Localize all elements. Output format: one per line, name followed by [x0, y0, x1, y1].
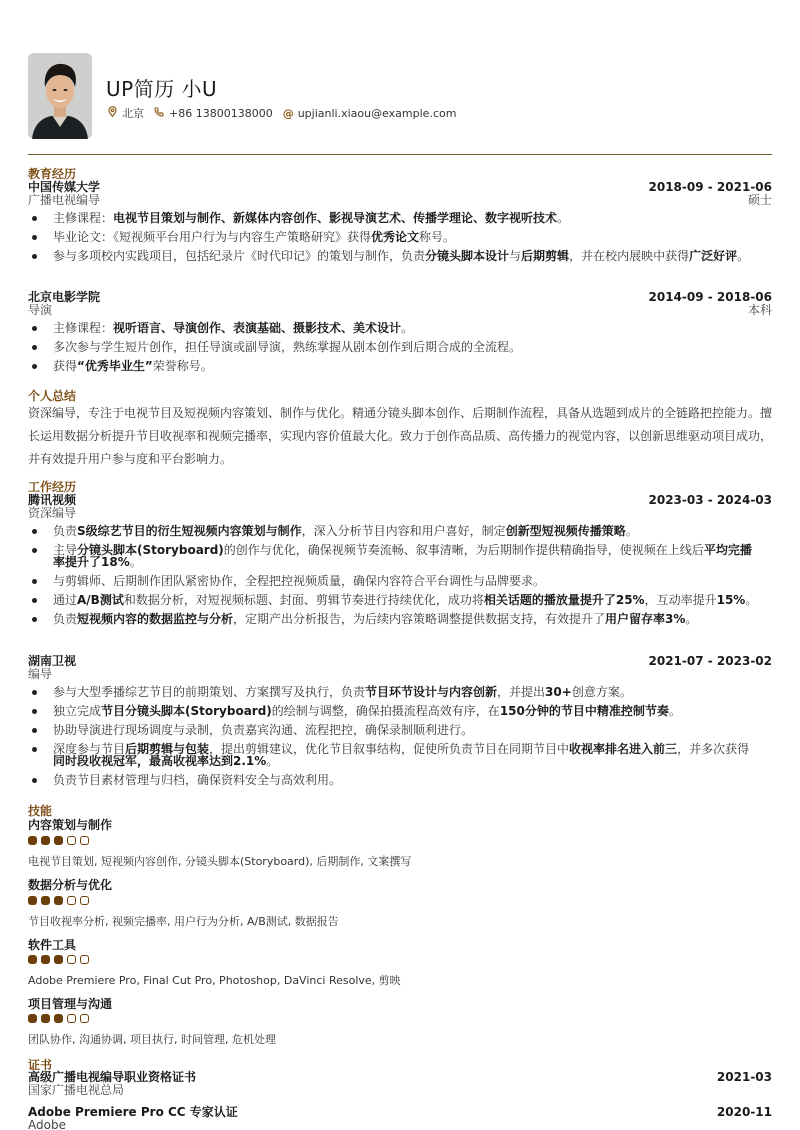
list-item: 协助导演进行现场调度与录制，负责嘉宾沟通、流程把控，确保录制顺利进行。 [28, 724, 758, 736]
skill-level-rating [28, 896, 93, 905]
certificate-name: 高级广播电视编导职业资格证书 [28, 1070, 197, 1084]
skill-name: 数据分析与优化 [28, 878, 113, 892]
education-bullets [28, 212, 758, 269]
email-text: upjianli.xiaou@example.com [297, 106, 457, 120]
work-role: 资深编导 [28, 506, 77, 520]
work-section-title: 工作经历 [28, 480, 77, 494]
rating-dot-filled [41, 955, 50, 964]
education-degree: 本科 [747, 303, 772, 317]
work-company: 腾讯视频 [28, 493, 77, 507]
list-item: 深度参与节目后期剪辑与包装，提出剪辑建议，优化节目叙事结构，促使所负责节目在同期节目中收视率排名进入前三，并多次获得同时段收视冠军，最高收视率达到2.1%。 [28, 743, 758, 767]
certificate-issuer: 国家广播电视总局 [28, 1083, 125, 1097]
work-role: 编导 [28, 667, 53, 681]
skill-name: 内容策划与制作 [28, 818, 113, 832]
education-date: 2014-09 - 2018-06 [648, 290, 772, 304]
certificate-issuer: Adobe [28, 1118, 66, 1130]
map-pin-icon [107, 106, 117, 120]
header-divider [28, 154, 772, 155]
contact-email[interactable] [283, 107, 457, 120]
skill-level-rating [28, 1014, 93, 1023]
rating-dot-filled [28, 1014, 37, 1023]
skill-name: 项目管理与沟通 [28, 997, 113, 1011]
rating-dot-filled [41, 1014, 50, 1023]
contact-phone[interactable] [154, 107, 273, 120]
list-item: 主修课程：电视节目策划与制作、新媒体内容创作、影视导演艺术、传播学理论、数字视听技术。 [28, 212, 758, 224]
list-item: 负责节目素材管理与归档，确保资料安全与高效利用。 [28, 774, 758, 786]
list-item: 通过A/B测试和数据分析，对短视频标题、封面、剪辑节奏进行持续优化，成功将相关话题的播放量提升了25%，互动率提升15%。 [28, 594, 758, 606]
skill-keywords: Adobe Premiere Pro, Final Cut Pro, Photoshop, DaVinci Resolve, 剪映 [28, 974, 401, 987]
list-item: 主修课程：视听语言、导演创作、表演基础、摄影技术、美术设计。 [28, 322, 758, 334]
skill-name: 软件工具 [28, 938, 77, 952]
list-item: 多次参与学生短片创作，担任导演或副导演，熟练掌握从剧本创作到后期合成的全流程。 [28, 341, 758, 353]
skill-level-rating [28, 836, 93, 845]
phone-icon [154, 107, 164, 120]
rating-dot-filled [41, 836, 50, 845]
certificates-section-title: 证书 [28, 1058, 53, 1072]
rating-dot-filled [28, 836, 37, 845]
education-section-title: 教育经历 [28, 167, 77, 181]
education-degree: 硕士 [747, 193, 772, 207]
rating-dot-filled [54, 836, 63, 845]
education-school: 北京电影学院 [28, 290, 101, 304]
rating-dot-empty [80, 836, 89, 845]
contact-info [107, 105, 466, 121]
list-item: 负责S级综艺节目的衍生短视频内容策划与制作，深入分析节目内容和用户喜好，制定创新型短视频传播策略。 [28, 525, 758, 537]
education-major: 广播电视编导 [28, 193, 101, 207]
list-item: 负责短视频内容的数据监控与分析，定期产出分析报告，为后续内容策略调整提供数据支持，有效提升了用户留存率3%。 [28, 613, 758, 625]
at-sign-icon: @ [282, 106, 294, 120]
rating-dot-empty [67, 955, 76, 964]
list-item: 独立完成节目分镜头脚本(Storyboard)的绘制与调整，确保拍摄流程高效有序，在150分钟的节目中精准控制节奏。 [28, 705, 758, 717]
rating-dot-filled [54, 955, 63, 964]
rating-dot-empty [67, 1014, 76, 1023]
education-bullets [28, 322, 758, 379]
skills-section-title: 技能 [28, 804, 53, 818]
skill-keywords: 电视节目策划, 短视频内容创作, 分镜头脚本(Storyboard), 后期制作, 文案撰写 [28, 855, 412, 868]
list-item: 主导分镜头脚本(Storyboard)的创作与优化，确保视频节奏流畅、叙事清晰，为后期制作提供精确指导，使视频在上线后平均完播率提升了18%。 [28, 544, 758, 568]
rating-dot-filled [54, 1014, 63, 1023]
summary-text: 资深编导，专注于电视节目及短视频内容策划、制作与优化。精通分镜头脚本创作、后期制作流程，具备从选题到成片的全链路把控能力。擅长运用数据分析提升节目收视率和视频完播率，实现内容价值最大化。致力于创作高品质、高传播力的视觉内容，以创新思维驱动项目成功，并有效提升用户参与度和平台影响力。 [28, 406, 773, 466]
list-item: 毕业论文：《短视频平台用户行为与内容生产策略研究》获得优秀论文称号。 [28, 231, 758, 243]
profile-photo [28, 53, 92, 139]
rating-dot-empty [80, 955, 89, 964]
rating-dot-empty [67, 836, 76, 845]
list-item: 参与多项校内实践项目，包括纪录片《时代印记》的策划与制作，负责分镜头脚本设计与后期剪辑，并在校内展映中获得广泛好评。 [28, 250, 758, 262]
skill-keywords: 节目收视率分析, 视频完播率, 用户行为分析, A/B测试, 数据报告 [28, 915, 339, 928]
certificate-name: Adobe Premiere Pro CC 专家认证 [28, 1105, 238, 1119]
work-bullets [28, 686, 758, 793]
phone-text: +86 13800138000 [169, 106, 273, 120]
work-date: 2023-03 - 2024-03 [648, 493, 772, 507]
rating-dot-empty [80, 1014, 89, 1023]
rating-dot-filled [28, 955, 37, 964]
skill-level-rating [28, 955, 93, 964]
work-company: 湖南卫视 [28, 654, 77, 668]
list-item: 获得“优秀毕业生”荣誉称号。 [28, 360, 758, 372]
skill-keywords: 团队协作, 沟通协调, 项目执行, 时间管理, 危机处理 [28, 1033, 276, 1046]
rating-dot-empty [67, 896, 76, 905]
education-school: 中国传媒大学 [28, 180, 101, 194]
rating-dot-filled [41, 896, 50, 905]
rating-dot-filled [54, 896, 63, 905]
education-date: 2018-09 - 2021-06 [648, 180, 772, 194]
education-major: 导演 [28, 303, 53, 317]
summary-section-title: 个人总结 [28, 389, 77, 403]
work-date: 2021-07 - 2023-02 [648, 654, 772, 668]
candidate-name: UP简历 小U [106, 77, 218, 101]
certificate-date: 2020-11 [716, 1105, 772, 1119]
resume-header [28, 53, 772, 153]
contact-location [107, 105, 144, 121]
list-item: 与剪辑师、后期制作团队紧密协作，全程把控视频质量，确保内容符合平台调性与品牌要求。 [28, 575, 758, 587]
rating-dot-empty [80, 896, 89, 905]
certificate-date: 2021-03 [716, 1070, 772, 1084]
rating-dot-filled [28, 896, 37, 905]
list-item: 参与大型季播综艺节目的前期策划、方案撰写及执行，负责节目环节设计与内容创新，并提出30+创意方案。 [28, 686, 758, 698]
work-bullets [28, 525, 758, 632]
location-text: 北京 [122, 107, 144, 120]
